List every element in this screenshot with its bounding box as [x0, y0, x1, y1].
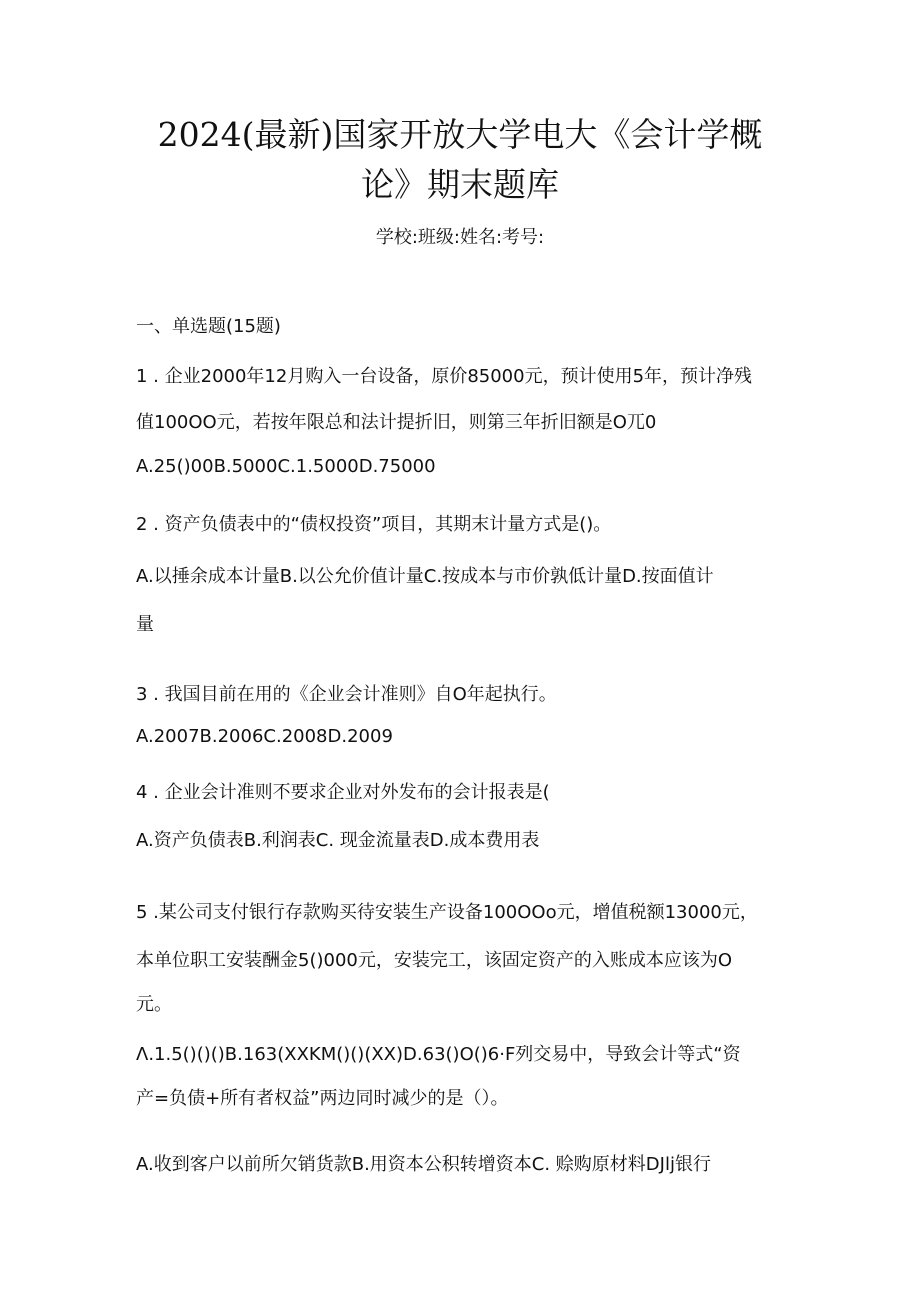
question-5-options-and-question-6-text: Λ.1.5()()()B.163(XXKM()()(XX)D.63()O()6·F列交易中，导致会计等式“资 [136, 1044, 741, 1065]
question-5-text-line-2: 本单位职工安装酬金5()000元，安装完工，该固定资产的入账成本应该为O [136, 950, 733, 971]
question-6-options: A.收到客户以前所欠销货款B.用资本公积转增资本C. 赊购原材料DJlj银行 [136, 1154, 711, 1175]
document-title-line-2: 论》期末题库 [361, 165, 559, 204]
question-2-options-line-2: 量 [136, 614, 154, 635]
question-1-text-line-2: 值100OO元，若按年限总和法计提折旧，则第三年折旧额是O兀0 [136, 412, 657, 433]
document-title-line-1: 2024(最新)国家开放大学电大《会计学概 [157, 115, 763, 154]
question-1-options: A.25()00B.5000C.1.5000D.75000 [136, 456, 436, 477]
question-5-text-line-1: 5 .某公司支付银行存款购买待安装生产设备100OOo元，增值税额13000元， [136, 902, 758, 923]
question-4-options: A.资产负债表B.利润表C. 现金流量表D.成本费用表 [136, 830, 540, 851]
question-3-options: A.2007B.2006C.2008D.2009 [136, 726, 393, 747]
question-3-text: 3 . 我国目前在用的《企业会计准则》自O年起执行。 [136, 684, 557, 705]
student-info-line: 学校:班级:姓名:考号: [375, 227, 545, 248]
question-6-text-line-2: 产=负债+所有者权益”两边同时减少的是（）。 [136, 1088, 509, 1109]
section-heading: 一、单选题(15题) [136, 316, 281, 337]
question-1-text-line-1: 1 . 企业2000年12月购入一台设备，原价85000元，预计使用5年，预计净残 [136, 366, 753, 387]
question-2-text: 2 . 资产负债表中的“债权投资”项目，其期末计量方式是()。 [136, 514, 612, 535]
question-5-text-line-3: 元。 [136, 994, 172, 1015]
question-4-text: 4 . 企业会计准则不要求企业对外发布的会计报表是( [136, 782, 550, 803]
question-2-options-line-1: A.以捶余成本计量B.以公允价值计量C.按成本与市价孰低计量D.按面值计 [136, 566, 714, 587]
